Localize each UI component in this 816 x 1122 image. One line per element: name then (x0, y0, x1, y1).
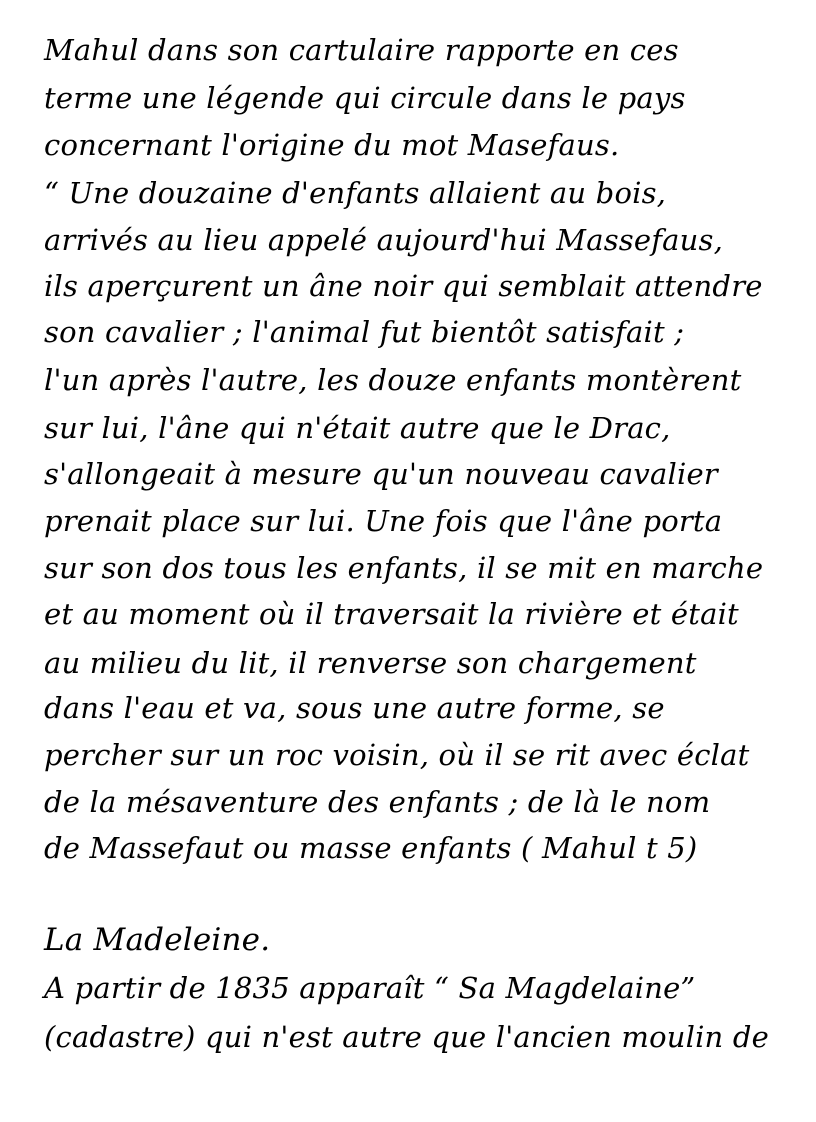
text-line-p2-12: dans l'eau et va, sous une autre forme, se (44, 691, 665, 725)
text-line-p1-2: terme une légende qui circule dans le pays (44, 81, 686, 115)
section-heading: La Madeleine. (44, 922, 271, 958)
text-line-p2-5: l'un après l'autre, les douze enfants montèrent (44, 363, 742, 397)
text-line-p2-8: prenait place sur lui. Une fois que l'âne porta (44, 504, 723, 538)
text-line-p2-10: et au moment où il traversait la rivière et était (44, 597, 739, 631)
text-line-p2-3: ils aperçurent un âne noir qui semblait attendre (44, 269, 763, 303)
text-line-p2-11: au milieu du lit, il renverse son chargement (44, 646, 697, 680)
text-line-p2-14: de la mésaventure des enfants ; de là le nom (44, 785, 711, 819)
text-line-p3-1: A partir de 1835 apparaît “ Sa Magdelaine” (44, 971, 696, 1005)
text-line-p2-13: percher sur un roc voisin, où il se rit avec éclat (44, 738, 750, 772)
text-line-p2-6: sur lui, l'âne qui n'était autre que le Drac, (44, 411, 671, 445)
text-line-p2-2: arrivés au lieu appelé aujourd'hui Massefaus, (44, 223, 724, 257)
text-line-p2-1: “ Une douzaine d'enfants allaient au bois, (44, 176, 667, 210)
text-line-p2-15: de Massefaut ou masse enfants ( Mahul t 5) (44, 831, 698, 865)
text-line-p2-9: sur son dos tous les enfants, il se mit en marche (44, 551, 764, 585)
text-line-p1-1: Mahul dans son cartulaire rapporte en ces (44, 33, 679, 67)
text-line-p2-4: son cavalier ; l'animal fut bientôt satisfait ; (44, 315, 685, 349)
text-line-p3-2: (cadastre) qui n'est autre que l'ancien moulin de (44, 1020, 769, 1054)
text-line-p1-3: concernant l'origine du mot Masefaus. (44, 128, 620, 162)
text-line-p2-7: s'allongeait à mesure qu'un nouveau cavalier (44, 457, 718, 491)
